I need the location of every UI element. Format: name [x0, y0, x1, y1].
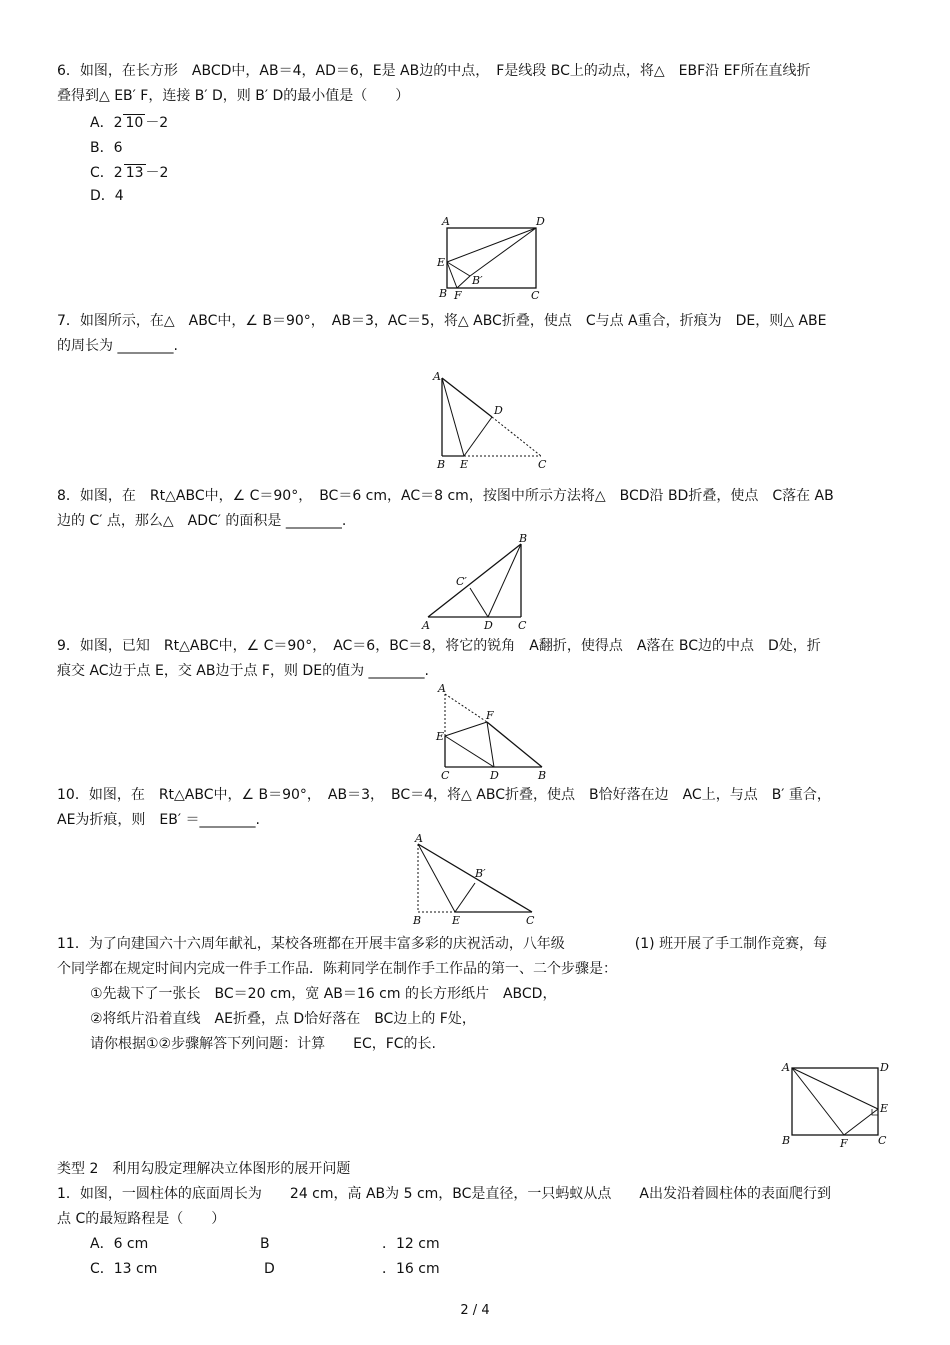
q10-label-b: B	[413, 914, 422, 927]
q7-label-b: B	[437, 458, 446, 471]
type2-heading: 类型 2 利用勾股定理解决立体图形的展开问题	[57, 1161, 351, 1177]
q10-label-bprime: B′	[475, 867, 486, 880]
q7-label-c: C	[538, 458, 547, 471]
q9-label-b: B	[538, 769, 547, 782]
q8-label-d: D	[484, 619, 493, 632]
q11-line2: 个同学都在规定时间内完成一件手工作品．陈莉同学在制作手工作品的第一、二个步骤是：	[57, 961, 617, 977]
type2-option-b-letter: B	[260, 1236, 270, 1252]
q6-option-c-prefix: C．2	[90, 165, 123, 181]
q10-label-a: A	[415, 832, 423, 845]
q6-option-a-prefix: A．2	[90, 115, 123, 131]
q6-label-a: A	[442, 215, 450, 228]
type2-option-c: C．13 cm	[90, 1261, 158, 1277]
q6-label-b: B	[439, 287, 448, 300]
q11-label-c: C	[878, 1134, 887, 1147]
type2-option-a: A．6 cm	[90, 1236, 149, 1252]
q10-line1: 10．如图，在 Rt△ABC中，∠ B＝90°， AB＝3， BC＝4，将△ ABC折叠，使点 B恰好落在边 AC上，与点 B′ 重合，	[57, 787, 831, 803]
sqrt-radicand: 13	[125, 165, 144, 181]
q10-label-e: E	[452, 914, 461, 927]
q6-option-c	[90, 163, 168, 183]
q6-figure	[430, 214, 550, 304]
q9-label-c: C	[441, 769, 450, 782]
q6-option-a	[90, 113, 168, 133]
q7-figure	[428, 368, 553, 473]
q6-line2: 叠得到△ EB′ F，连接 B′ D，则 B′ D的最小值是（ ）	[57, 88, 410, 104]
q11-label-d: D	[880, 1061, 889, 1074]
q6-label-e: E	[437, 256, 446, 269]
q8-label-a: A	[422, 619, 430, 632]
q11-label-e: E	[880, 1102, 889, 1115]
q11-figure	[776, 1058, 896, 1153]
q6-label-d: D	[536, 215, 545, 228]
q8-label-c: C	[518, 619, 527, 632]
q11-label-f: F	[840, 1137, 848, 1150]
q9-label-a: A	[438, 682, 446, 695]
type2-q1-line2: 点 C的最短路程是（ ）	[57, 1211, 226, 1227]
q6-option-d: D．4	[90, 188, 124, 204]
q8-label-cprime: C′	[456, 575, 467, 588]
q6-label-f: F	[454, 289, 462, 302]
q8-label-b: B	[519, 532, 528, 545]
q7-label-e: E	[460, 458, 469, 471]
q9-label-f: F	[486, 709, 494, 722]
q11-step1: ①先裁下了一张长 BC＝20 cm，宽 AB＝16 cm 的长方形纸片 ABCD，	[90, 986, 557, 1002]
q8-line2: 边的 C′ 点，那么△ ADC′ 的面积是 ________.	[57, 513, 347, 529]
q11-label-b: B	[782, 1134, 791, 1147]
q10-line2: AE为折痕，则 EB′ ＝________.	[57, 812, 260, 828]
q11-step2: ②将纸片沿着直线 AE折叠，点 D恰好落在 BC边上的 F处，	[90, 1011, 476, 1027]
q6-option-a-suffix: －2	[145, 115, 169, 131]
q11-label-a: A	[782, 1061, 790, 1074]
q8-figure	[416, 532, 536, 632]
type2-option-d-letter: D	[264, 1261, 275, 1277]
q9-label-d: D	[490, 769, 499, 782]
q6-label-c: C	[531, 289, 540, 302]
q10-label-c: C	[526, 914, 535, 927]
q9-line1: 9．如图，已知 Rt△ABC中，∠ C＝90°， AC＝6，BC＝8，将它的锐角 A翻折，使得点 A落在 BC边的中点 D处，折	[57, 638, 821, 654]
sqrt-radicand: 10	[125, 115, 144, 131]
page-number: 2 / 4	[460, 1303, 490, 1318]
type2-q1-line1: 1．如图，一圆柱体的底面周长为 24 cm，高 AB为 5 cm，BC是直径，一只蚂蚁从点 A出发沿着圆柱体的表面爬行到	[57, 1186, 831, 1202]
q7-label-a: A	[433, 370, 441, 383]
q9-label-e: E	[436, 730, 445, 743]
q6-label-bprime: B′	[472, 274, 483, 287]
q11-step3: 请你根据①②步骤解答下列问题：计算 EC，FC的长.	[90, 1036, 436, 1052]
q9-figure	[432, 682, 552, 782]
q11-line1: 11．为了向建国六十六周年献礼，某校各班都在开展丰富多彩的庆祝活动，八年级 (1) 班开展了手工制作竞赛，每	[57, 936, 828, 952]
q7-label-d: D	[494, 404, 503, 417]
type2-option-d-value: ．16 cm	[382, 1261, 440, 1277]
type2-option-b-value: ．12 cm	[382, 1236, 440, 1252]
q7-line2: 的周长为 ________.	[57, 338, 178, 354]
q7-line1: 7．如图所示，在△ ABC中，∠ B＝90°， AB＝3，AC＝5，将△ ABC折叠，使点 C与点 A重合，折痕为 DE，则△ ABE	[57, 313, 827, 329]
q6-option-b: B．6	[90, 140, 123, 156]
q6-line1: 6．如图，在长方形 ABCD中，AB＝4，AD＝6，E是 AB边的中点， F是线段 BC上的动点，将△ EBF沿 EF所在直线折	[57, 63, 811, 79]
q9-line2: 痕交 AC边于点 E，交 AB边于点 F，则 DE的值为 ________.	[57, 663, 429, 679]
q8-line1: 8．如图，在 Rt△ABC中，∠ C＝90°， BC＝6 cm，AC＝8 cm，按图中所示方法将△ BCD沿 BD折叠，使点 C落在 AB	[57, 488, 834, 504]
q10-figure	[408, 832, 543, 930]
q6-option-c-suffix: －2	[145, 165, 169, 181]
